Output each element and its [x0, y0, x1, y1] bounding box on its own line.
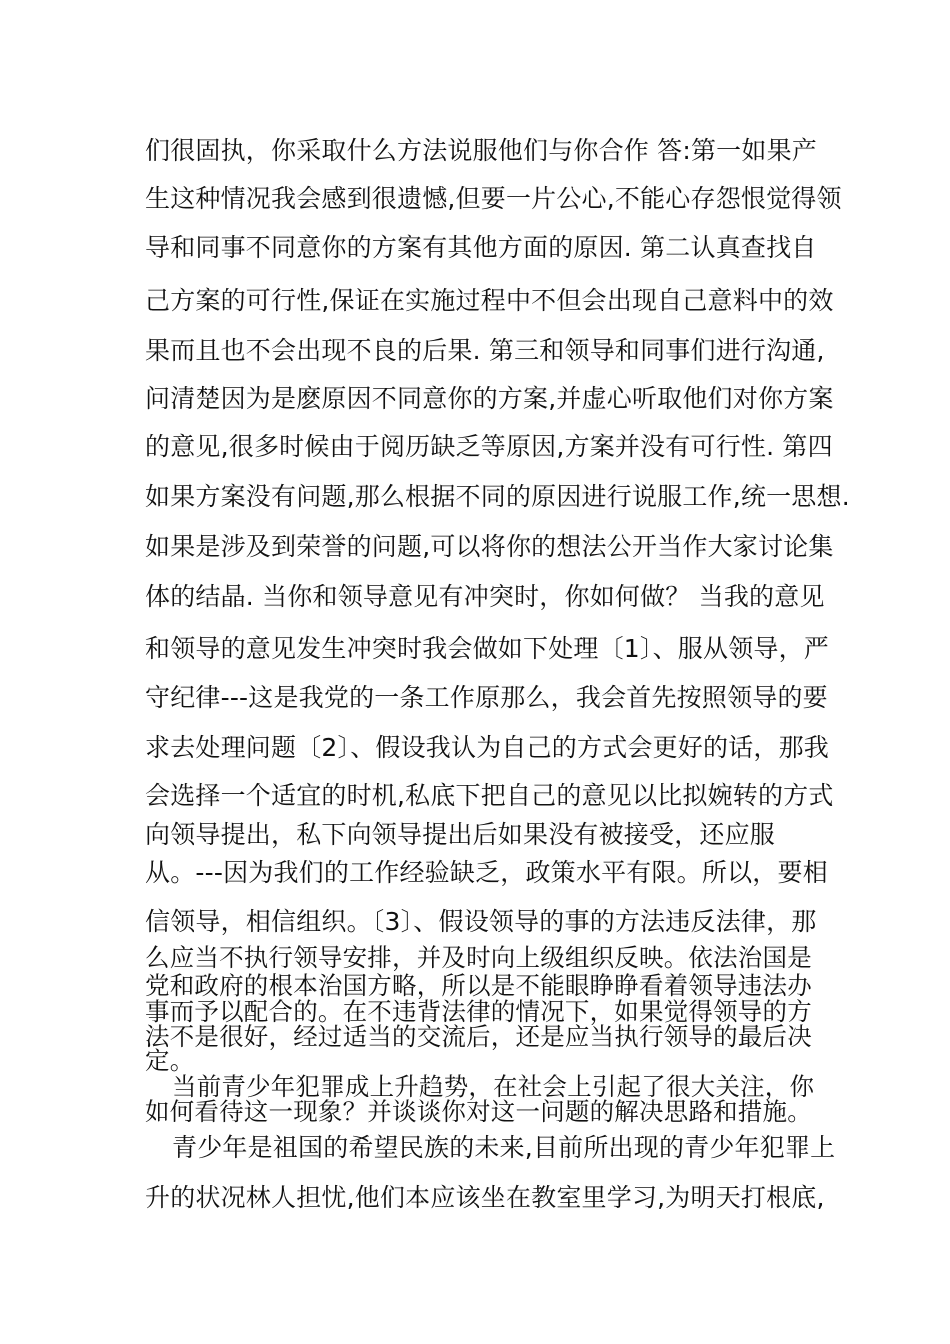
text-line: 和领导的意见发生冲突时我会做如下处理〔1〕、服从领导，严	[145, 634, 830, 663]
text-line: 法不是很好，经过适当的交流后，还是应当执行领导的最后决	[145, 1022, 812, 1051]
text-line: 定。	[145, 1046, 195, 1075]
text-line: 会选择一个适宜的时机,私底下把自己的意见以比拟婉转的方式	[145, 781, 834, 810]
text-line: 如果方案没有问题,那么根据不同的原因进行说服工作,统一思想.	[145, 482, 850, 511]
text-line: 守纪律---这是我党的一条工作原那么，我会首先按照领导的要	[145, 683, 828, 712]
text-line: 如何看待这一现象？并谈谈你对这一问题的解决思路和措施。	[145, 1097, 812, 1126]
text-line: 如果是涉及到荣誉的问题,可以将你的想法公开当作大家讨论集	[145, 532, 834, 561]
text-line: 果而且也不会出现不良的后果. 第三和领导和同事们进行沟通,	[145, 336, 825, 365]
text-line: 生这种情况我会感到很遗憾,但要一片公心,不能心存怨恨觉得领	[145, 184, 842, 213]
text-line: 事而予以配合的。在不违背法律的情况下，如果觉得领导的方	[145, 997, 812, 1026]
text-line: 青少年是祖国的希望民族的未来,目前所出现的青少年犯罪上	[172, 1133, 836, 1162]
text-line: 党和政府的根本治国方略，所以是不能眼睁睁看着领导违法办	[145, 971, 812, 1000]
text-line: 升的状况林人担忧,他们本应该坐在教室里学习,为明天打根底,	[145, 1183, 825, 1212]
text-line: 当前青少年犯罪成上升趋势，在社会上引起了很大关注，你	[172, 1072, 815, 1101]
text-line: 信领导，相信组织。〔3〕、假设领导的事的方法违反法律，那	[145, 907, 817, 936]
text-line: 求去处理问题〔2〕、假设我认为自己的方式会更好的话，那我	[145, 733, 830, 762]
text-line: 从。---因为我们的工作经验缺乏，政策水平有限。所以，要相	[145, 858, 828, 887]
text-line: 么应当不执行领导安排，并及时向上级组织反映。依法治国是	[145, 943, 812, 972]
text-line: 的意见,很多时候由于阅历缺乏等原因,方案并没有可行性. 第四	[145, 432, 833, 461]
text-line: 向领导提出，私下向领导提出后如果没有被接受，还应服	[145, 820, 776, 849]
text-line: 导和同事不同意你的方案有其他方面的原因. 第二认真查找自	[145, 233, 817, 262]
text-line: 体的结晶. 当你和领导意见有冲突时，你如何做？ 当我的意见	[145, 582, 825, 611]
text-line: 问清楚因为是麽原因不同意你的方案,并虚心听取他们对你方案	[145, 384, 834, 413]
text-line: 们很固执，你采取什么方法说服他们与你合作 答:第一如果产	[145, 136, 817, 165]
text-line: 己方案的可行性,保证在实施过程中不但会出现自己意料中的效	[145, 286, 834, 315]
